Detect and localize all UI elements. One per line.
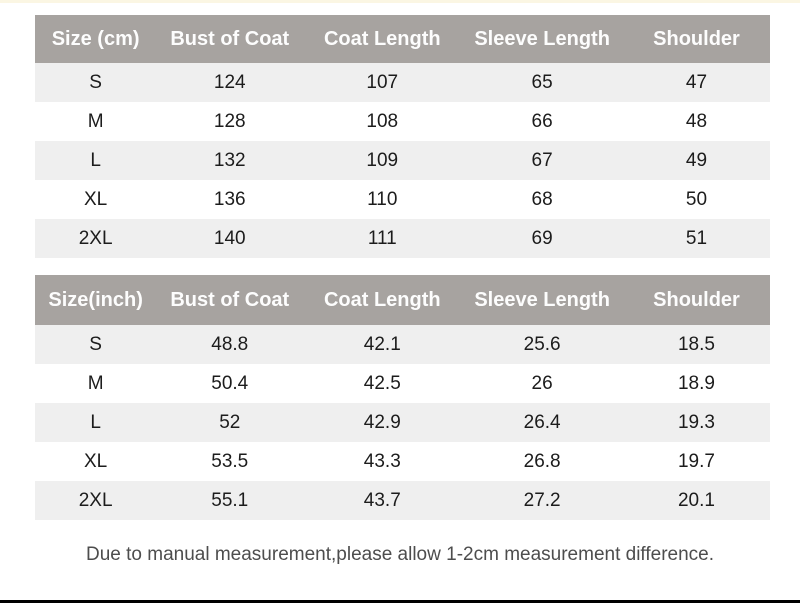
header-cell-coat-length: Coat Length	[303, 15, 461, 63]
value-cell: 132	[156, 141, 303, 180]
value-cell: 68	[461, 180, 623, 219]
size-cell: XL	[35, 180, 156, 219]
header-cell-size-cm: Size (cm)	[35, 15, 156, 63]
table-row-s	[35, 63, 770, 102]
size-cell: L	[35, 403, 156, 442]
header-cell-bust: Bust of Coat	[156, 15, 303, 63]
value-cell: 20.1	[623, 481, 770, 520]
value-cell: 18.5	[623, 325, 770, 364]
value-cell: 19.3	[623, 403, 770, 442]
size-table-inch	[35, 275, 770, 520]
value-cell: 27.2	[461, 481, 623, 520]
size-cell: S	[35, 325, 156, 364]
size-cell: L	[35, 141, 156, 180]
table-row-xl	[35, 442, 770, 481]
header-cell-shoulder: Shoulder	[623, 275, 770, 325]
value-cell: 140	[156, 219, 303, 258]
value-cell: 43.3	[303, 442, 461, 481]
value-cell: 109	[303, 141, 461, 180]
value-cell: 108	[303, 102, 461, 141]
header-cell-shoulder: Shoulder	[623, 15, 770, 63]
value-cell: 48	[623, 102, 770, 141]
value-cell: 47	[623, 63, 770, 102]
value-cell: 42.5	[303, 364, 461, 403]
value-cell: 124	[156, 63, 303, 102]
value-cell: 111	[303, 219, 461, 258]
value-cell: 25.6	[461, 325, 623, 364]
value-cell: 53.5	[156, 442, 303, 481]
value-cell: 52	[156, 403, 303, 442]
value-cell: 136	[156, 180, 303, 219]
bottom-divider-line	[0, 600, 800, 603]
value-cell: 42.9	[303, 403, 461, 442]
table-header-row	[35, 275, 770, 325]
size-cell: M	[35, 364, 156, 403]
value-cell: 67	[461, 141, 623, 180]
table-row-2xl	[35, 481, 770, 520]
table-row-2xl	[35, 219, 770, 258]
value-cell: 107	[303, 63, 461, 102]
value-cell: 26.8	[461, 442, 623, 481]
table-row-xl	[35, 180, 770, 219]
header-cell-coat-length: Coat Length	[303, 275, 461, 325]
header-cell-bust: Bust of Coat	[156, 275, 303, 325]
value-cell: 50.4	[156, 364, 303, 403]
value-cell: 49	[623, 141, 770, 180]
value-cell: 43.7	[303, 481, 461, 520]
size-cell: M	[35, 102, 156, 141]
value-cell: 51	[623, 219, 770, 258]
value-cell: 50	[623, 180, 770, 219]
top-accent-line	[0, 0, 800, 3]
size-table-cm	[35, 15, 770, 258]
value-cell: 42.1	[303, 325, 461, 364]
value-cell: 65	[461, 63, 623, 102]
table-row-s	[35, 325, 770, 364]
value-cell: 69	[461, 219, 623, 258]
value-cell: 26.4	[461, 403, 623, 442]
table-row-m	[35, 102, 770, 141]
value-cell: 110	[303, 180, 461, 219]
value-cell: 19.7	[623, 442, 770, 481]
measurement-note: Due to manual measurement,please allow 1-2cm measurement difference.	[85, 544, 715, 565]
value-cell: 128	[156, 102, 303, 141]
size-cell: S	[35, 63, 156, 102]
header-cell-size-inch: Size(inch)	[35, 275, 156, 325]
table-row-m	[35, 364, 770, 403]
header-cell-sleeve-length: Sleeve Length	[461, 275, 623, 325]
size-cell: 2XL	[35, 219, 156, 258]
value-cell: 48.8	[156, 325, 303, 364]
size-cell: 2XL	[35, 481, 156, 520]
value-cell: 66	[461, 102, 623, 141]
value-cell: 55.1	[156, 481, 303, 520]
header-cell-sleeve-length: Sleeve Length	[461, 15, 623, 63]
table-row-l	[35, 141, 770, 180]
size-cell: XL	[35, 442, 156, 481]
value-cell: 18.9	[623, 364, 770, 403]
value-cell: 26	[461, 364, 623, 403]
table-row-l	[35, 403, 770, 442]
table-header-row	[35, 15, 770, 63]
